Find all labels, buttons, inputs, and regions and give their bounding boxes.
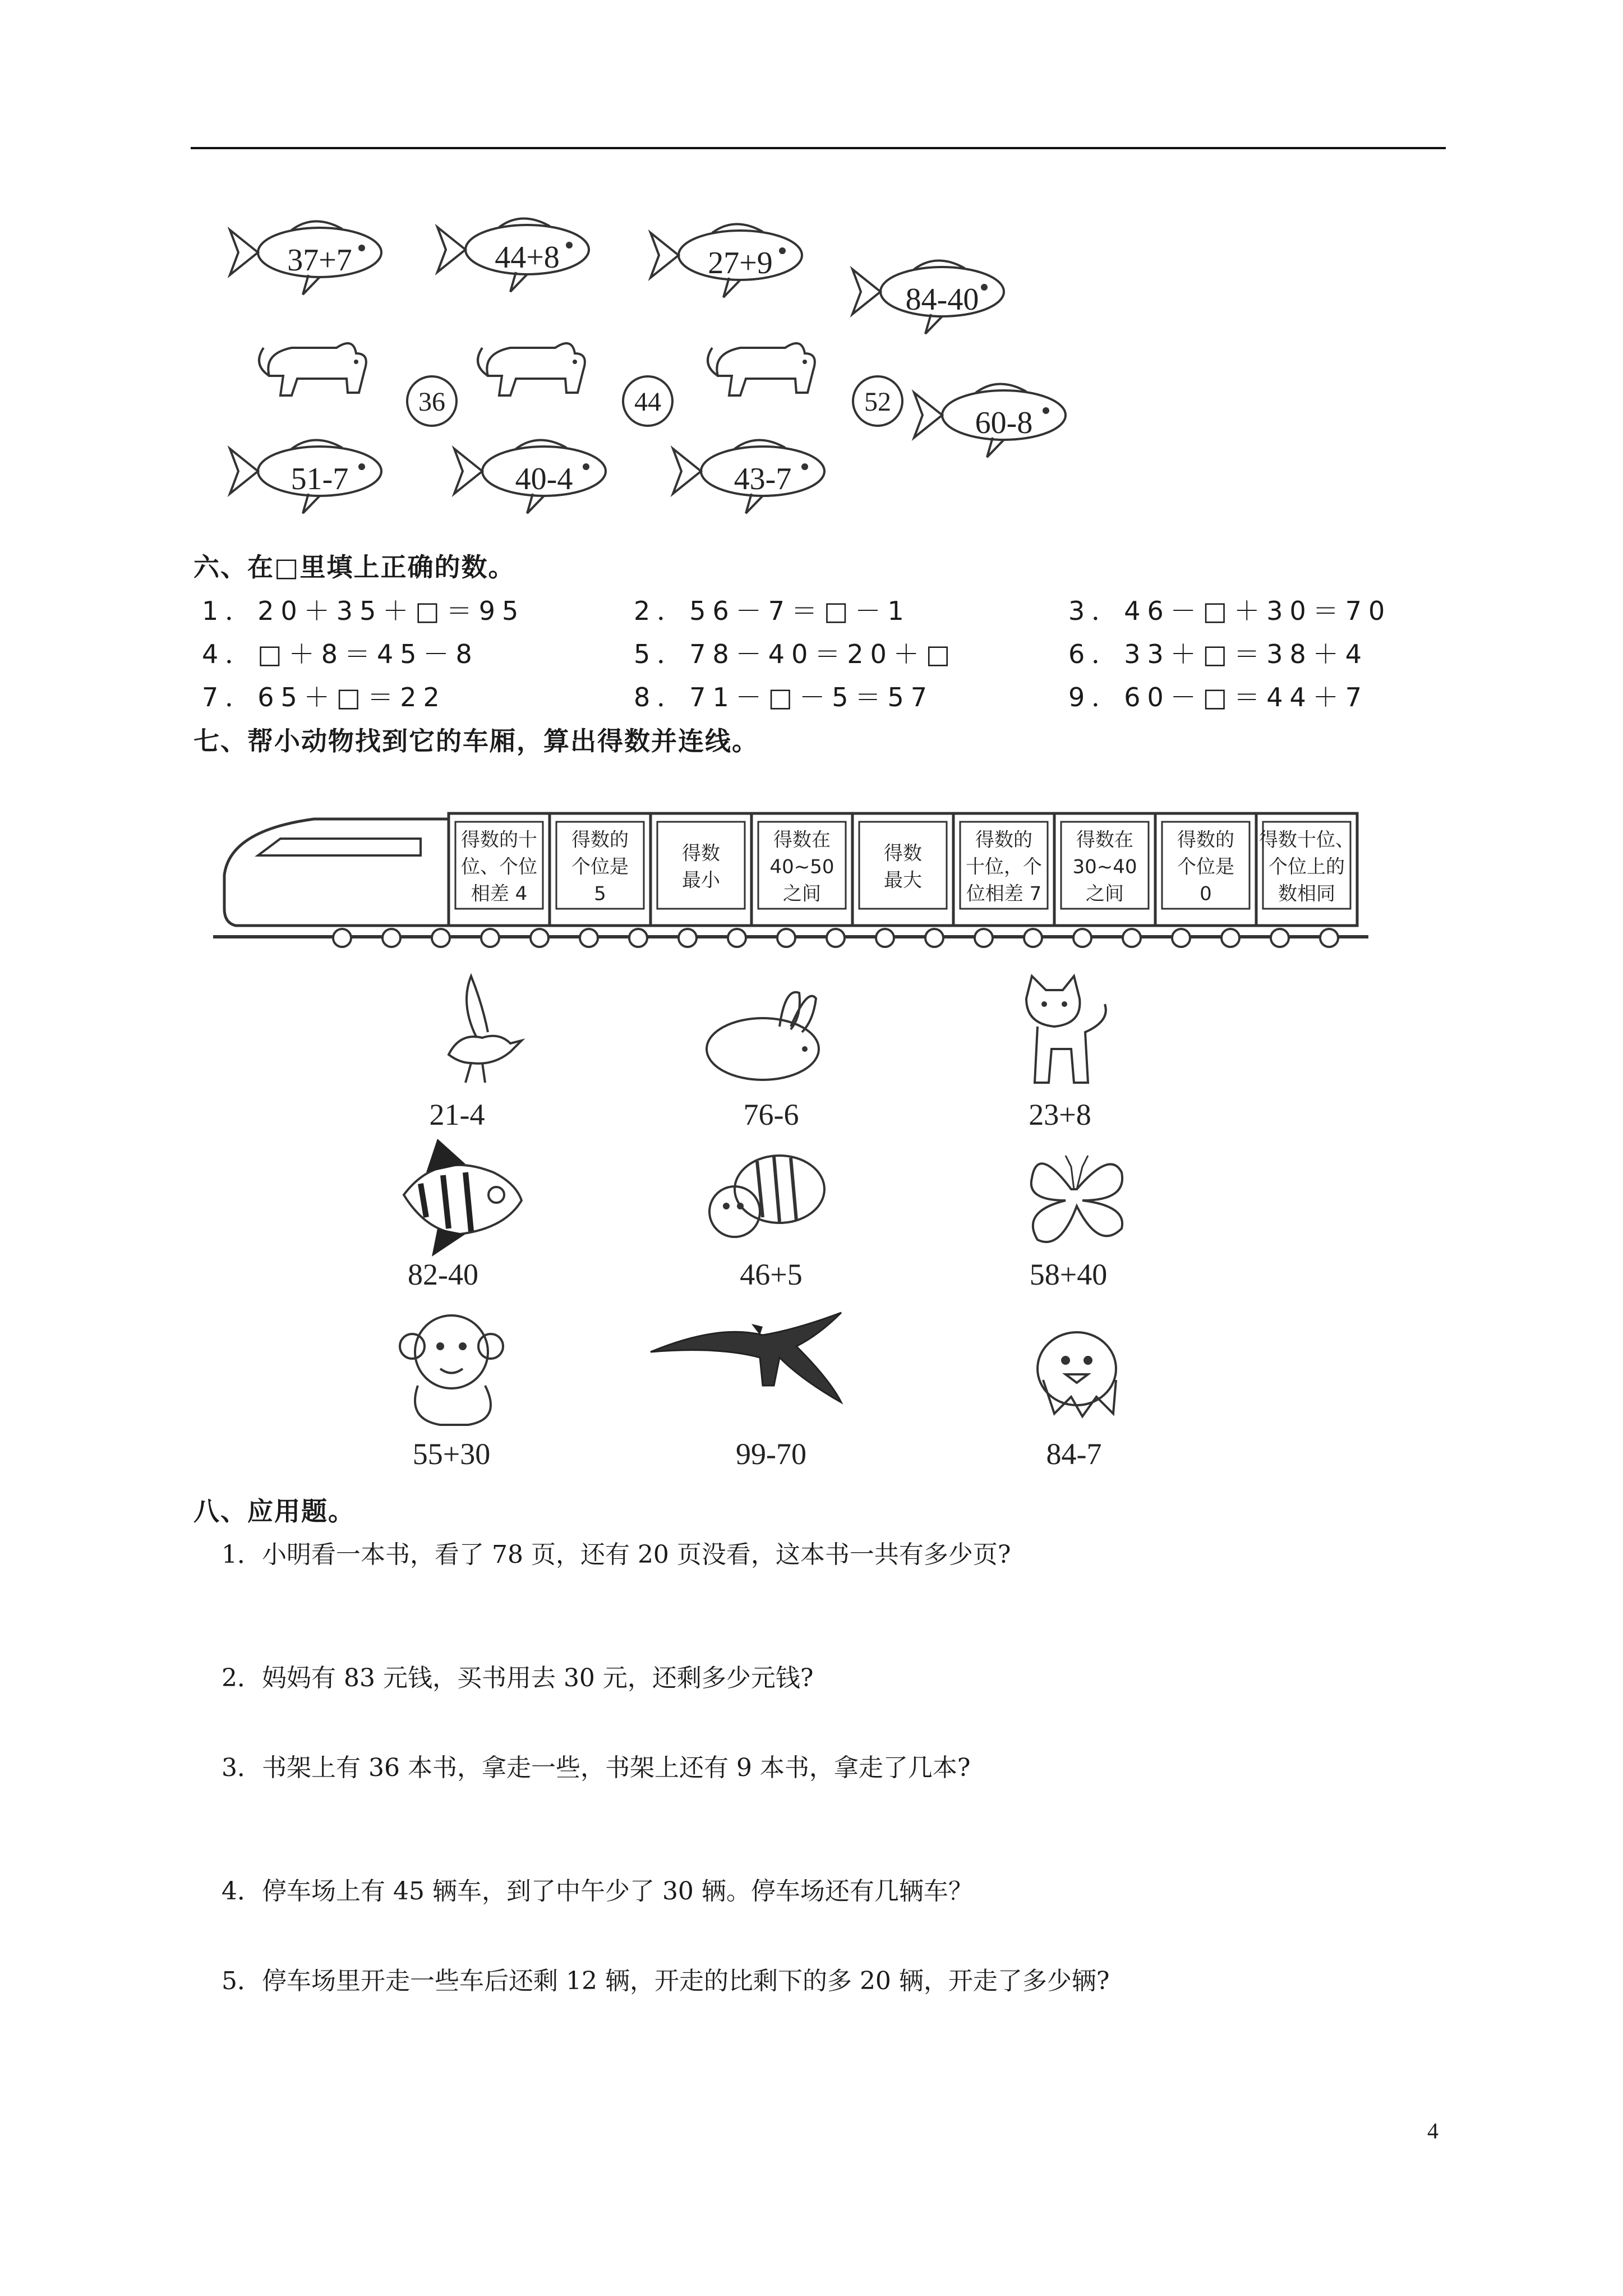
equation-8: 8．71－□－5＝57: [634, 682, 934, 712]
train-car-text: 得数十位、: [1259, 829, 1354, 852]
wheel: [629, 929, 647, 947]
wheel: [876, 929, 894, 947]
train-car-text: 5: [594, 882, 606, 905]
animal-expr-7: 55+30: [412, 1437, 491, 1471]
section7-title: 七、帮小动物找到它的车厢，算出得数并连线。: [193, 726, 759, 756]
train-car-text: 个位是: [571, 855, 629, 878]
problem-2: 2．妈妈有 83 元钱，买书用去 30 元，还剩多少元钱?: [222, 1664, 814, 1692]
train-car-text: 最小: [682, 869, 720, 892]
train-engine: [224, 819, 449, 926]
equation-9: 9．60－□＝44＋7: [1068, 682, 1369, 712]
animal-expr-9: 84-7: [1046, 1437, 1102, 1471]
cat-icon: [1026, 976, 1106, 1083]
train-car-text: 之间: [1086, 882, 1124, 905]
equation-4: 4．□＋8＝45－8: [202, 639, 479, 669]
animal-expr-8: 99-70: [736, 1437, 806, 1471]
wheel: [1221, 929, 1239, 947]
wheels: [333, 929, 1338, 947]
wheel: [925, 929, 943, 947]
train-car-text: 之间: [783, 882, 821, 905]
train-car-text: 得数的: [571, 829, 629, 852]
train-car-text: 最大: [884, 869, 922, 892]
animals-figure: [359, 970, 1256, 1487]
train-car-text: 得数在: [1076, 829, 1133, 852]
animal-expr-5: 46+5: [740, 1258, 803, 1291]
animal-expr-2: 76-6: [743, 1098, 799, 1131]
animal-expr-3: 23+8: [1029, 1098, 1091, 1131]
train-car-text: 个位是: [1177, 855, 1234, 878]
bird-icon: [449, 976, 522, 1083]
train-car-text: 40~50: [769, 855, 834, 878]
wheel: [827, 929, 845, 947]
train-car-text: 十位，个: [966, 855, 1042, 878]
answer-label-1: 36: [418, 387, 445, 417]
train-car-text: 得数在: [773, 829, 831, 852]
fish-icon: [404, 1139, 522, 1257]
wheel: [1123, 929, 1141, 947]
bee-icon: [709, 1156, 824, 1237]
wheel: [1024, 929, 1042, 947]
wheel: [382, 929, 400, 947]
problem-5: 5．停车场里开走一些车后还剩 12 辆，开走的比剩下的多 20 辆，开走了多少辆?: [222, 1967, 1110, 1995]
fish-label-5: 60-8: [975, 406, 1033, 440]
train-car-text: 得数的十: [461, 829, 537, 852]
train-car-3: [657, 822, 745, 909]
wheel: [432, 929, 450, 947]
train-car-text: 数相同: [1278, 882, 1335, 905]
fish-label-2: 44+8: [495, 240, 560, 275]
equation-6: 6．33＋□＝38＋4: [1068, 639, 1369, 669]
section6-title: 六、在□里填上正确的数。: [193, 552, 515, 582]
wheel: [1172, 929, 1190, 947]
cat-1: [259, 343, 366, 395]
page-number: 4: [1427, 2118, 1438, 2143]
train-car-text: 得数的: [1177, 829, 1234, 852]
train-car-text: 得数: [884, 842, 922, 865]
fish-label-4: 84-40: [905, 282, 979, 317]
cat-2: [478, 343, 585, 395]
fish-label-7: 40-4: [515, 462, 573, 496]
chick-icon: [1038, 1332, 1116, 1416]
train-car-text: 位、个位: [461, 855, 537, 878]
answer-label-2: 44: [634, 387, 661, 417]
monkey-icon: [400, 1315, 503, 1425]
wheel: [1073, 929, 1091, 947]
train-figure: [213, 797, 1385, 954]
wheel: [531, 929, 548, 947]
cat-3: [708, 343, 815, 395]
fish-label-8: 43-7: [734, 462, 792, 496]
wheel: [728, 929, 746, 947]
answer-label-3: 52: [864, 387, 891, 417]
equation-7: 7．65＋□＝22: [202, 682, 446, 712]
fish-label-6: 51-7: [291, 462, 349, 496]
fish-label-3: 27+9: [708, 246, 773, 280]
wheel: [1271, 929, 1289, 947]
equation-2: 2．56－7＝□－1: [634, 596, 911, 626]
animal-expr-4: 82-40: [408, 1258, 478, 1291]
problem-4: 4．停车场上有 45 辆车，到了中午少了 30 辆。停车场还有几辆车？: [222, 1877, 973, 1906]
problem-3: 3．书架上有 36 本书，拿走一些，书架上还有 9 本书，拿走了几本?: [222, 1754, 971, 1782]
train-car-text: 得数: [682, 842, 720, 865]
problem-1: 1．小明看一本书，看了 78 页，还有 20 页没看，这本书一共有多少页?: [222, 1540, 1011, 1569]
train-car-text: 个位上的: [1269, 855, 1345, 878]
animal-expr-1: 21-4: [429, 1098, 485, 1131]
wheel: [481, 929, 499, 947]
train-car-5: [859, 822, 947, 909]
train-car-text: 0: [1200, 882, 1212, 905]
train-car-text: 位相差 7: [966, 882, 1042, 905]
train-car-text: 相差 4: [471, 882, 528, 905]
equation-3: 3．46－□＋30＝70: [1068, 596, 1392, 626]
wheel: [975, 929, 993, 947]
animal-expr-6: 58+40: [1029, 1258, 1108, 1291]
rabbit-icon: [707, 992, 819, 1080]
wheel: [679, 929, 697, 947]
wheel: [333, 929, 351, 947]
wheel: [580, 929, 598, 947]
fish-matching-figure: [224, 213, 1099, 527]
train-car-text: 得数的: [975, 829, 1032, 852]
section8-title: 八、应用题。: [193, 1496, 355, 1526]
equation-1: 1．20＋35＋□＝95: [202, 596, 525, 626]
equation-5: 5．78－40＝20＋□: [634, 639, 957, 669]
eagle-icon: [651, 1313, 841, 1402]
butterfly-icon: [1031, 1156, 1122, 1242]
header-rule: [191, 147, 1446, 149]
fish-label-1: 37+7: [287, 243, 352, 278]
wheel: [1320, 929, 1338, 947]
wheel: [777, 929, 795, 947]
train-car-text: 30~40: [1072, 855, 1137, 878]
